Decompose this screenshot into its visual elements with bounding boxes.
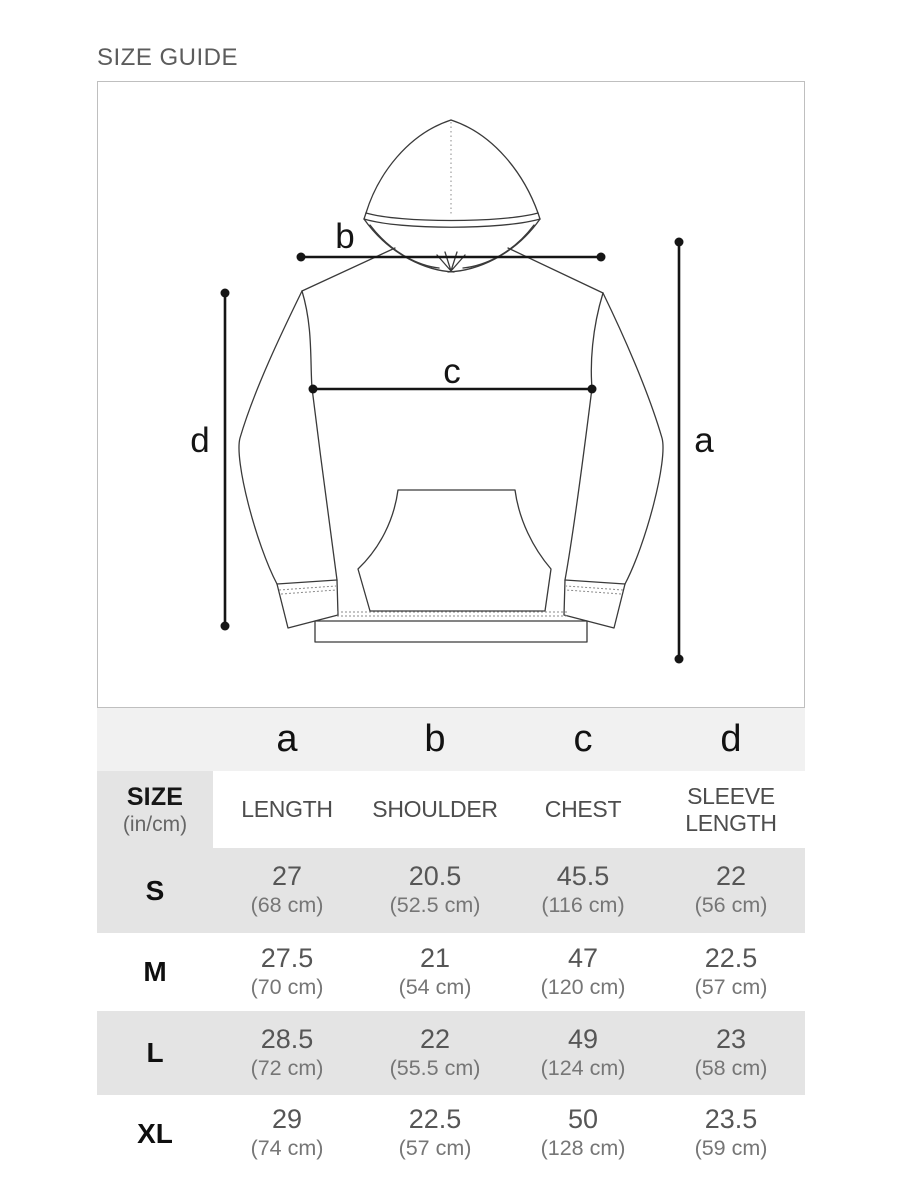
size-unit-label: (in/cm) (122, 812, 188, 836)
cell-s-sleeve-length (657, 848, 805, 933)
cell-s-chest (509, 848, 657, 933)
letter-header-b: b (424, 718, 446, 760)
value-in: 45.5 (556, 861, 610, 891)
value-in: 23 (715, 1023, 747, 1054)
column-header-chest: CHEST (544, 796, 622, 823)
size-label-s: S (145, 874, 165, 906)
letter-header-row (97, 708, 805, 771)
value-cm: (52.5 cm) (389, 893, 481, 918)
cell-m-chest (509, 933, 657, 1011)
letter-header-spacer (97, 708, 213, 771)
value-in: 22.5 (704, 942, 758, 973)
size-label-xl: XL (137, 1117, 173, 1149)
cell-s-shoulder (361, 848, 509, 933)
value-in: 49 (567, 1023, 599, 1054)
measure-line-a (675, 238, 684, 664)
value-in: 50 (567, 1104, 599, 1134)
value-in: 23.5 (704, 1104, 758, 1134)
size-table (97, 708, 805, 1172)
column-header-sleeve-length: SLEEVE LENGTH (685, 783, 777, 836)
hoodie-diagram (98, 82, 804, 707)
size-row-s (97, 848, 805, 933)
value-in: 27.5 (260, 942, 314, 973)
value-in: 21 (419, 942, 451, 973)
measurement-labels (190, 217, 714, 460)
value-cm: (128 cm) (540, 1136, 626, 1161)
value-cm: (72 cm) (250, 1055, 324, 1080)
value-cm: (59 cm) (694, 1136, 768, 1161)
cell-xl-shoulder (361, 1095, 509, 1172)
size-label-m: M (143, 956, 167, 987)
value-cm: (58 cm) (694, 1055, 768, 1080)
letter-header-c: c (573, 718, 593, 760)
value-cm: (68 cm) (250, 893, 324, 918)
cell-l-chest (509, 1011, 657, 1095)
value-cm: (74 cm) (250, 1136, 324, 1161)
cell-l-sleeve-length (657, 1011, 805, 1095)
size-label-l: L (146, 1037, 164, 1068)
cell-xl-chest (509, 1095, 657, 1172)
size-row-xl (97, 1095, 805, 1172)
cell-l-length (213, 1011, 361, 1095)
size-row-l (97, 1011, 805, 1095)
size-unit-cell (97, 771, 213, 848)
value-cm: (70 cm) (250, 974, 324, 999)
value-in: 22 (419, 1023, 451, 1054)
measure-line-d (221, 289, 230, 631)
page-title: SIZE GUIDE (97, 44, 239, 71)
measure-label-d: d (190, 421, 210, 460)
column-header-row (97, 771, 805, 848)
cell-xl-sleeve-length (657, 1095, 805, 1172)
value-in: 47 (567, 942, 599, 973)
column-header-length: LENGTH (241, 796, 333, 823)
value-in: 22.5 (408, 1104, 462, 1134)
measure-label-c: c (443, 352, 461, 391)
cell-xl-length (213, 1095, 361, 1172)
value-cm: (56 cm) (694, 893, 768, 918)
value-cm: (116 cm) (541, 893, 625, 918)
cell-s-length (213, 848, 361, 933)
value-cm: (55.5 cm) (389, 1055, 481, 1080)
value-cm: (57 cm) (694, 974, 768, 999)
cell-m-shoulder (361, 933, 509, 1011)
size-title: SIZE (126, 782, 184, 811)
value-cm: (120 cm) (540, 974, 626, 999)
value-cm: (54 cm) (398, 974, 472, 999)
value-in: 29 (271, 1104, 303, 1134)
value-in: 27 (271, 861, 303, 891)
value-cm: (124 cm) (540, 1055, 626, 1080)
size-row-m (97, 933, 805, 1011)
value-in: 28.5 (260, 1023, 314, 1054)
column-header-shoulder: SHOULDER (372, 796, 498, 823)
value-in: 22 (715, 861, 747, 891)
measure-label-a: a (694, 421, 714, 460)
cell-m-length (213, 933, 361, 1011)
letter-header-d: d (720, 718, 742, 760)
cell-l-shoulder (361, 1011, 509, 1095)
letter-header-a: a (276, 718, 298, 760)
value-in: 20.5 (408, 861, 462, 891)
diagram-frame (97, 81, 805, 708)
value-cm: (57 cm) (398, 1136, 472, 1161)
cell-m-sleeve-length (657, 933, 805, 1011)
measurement-lines (221, 238, 684, 664)
measure-label-b: b (335, 217, 355, 256)
